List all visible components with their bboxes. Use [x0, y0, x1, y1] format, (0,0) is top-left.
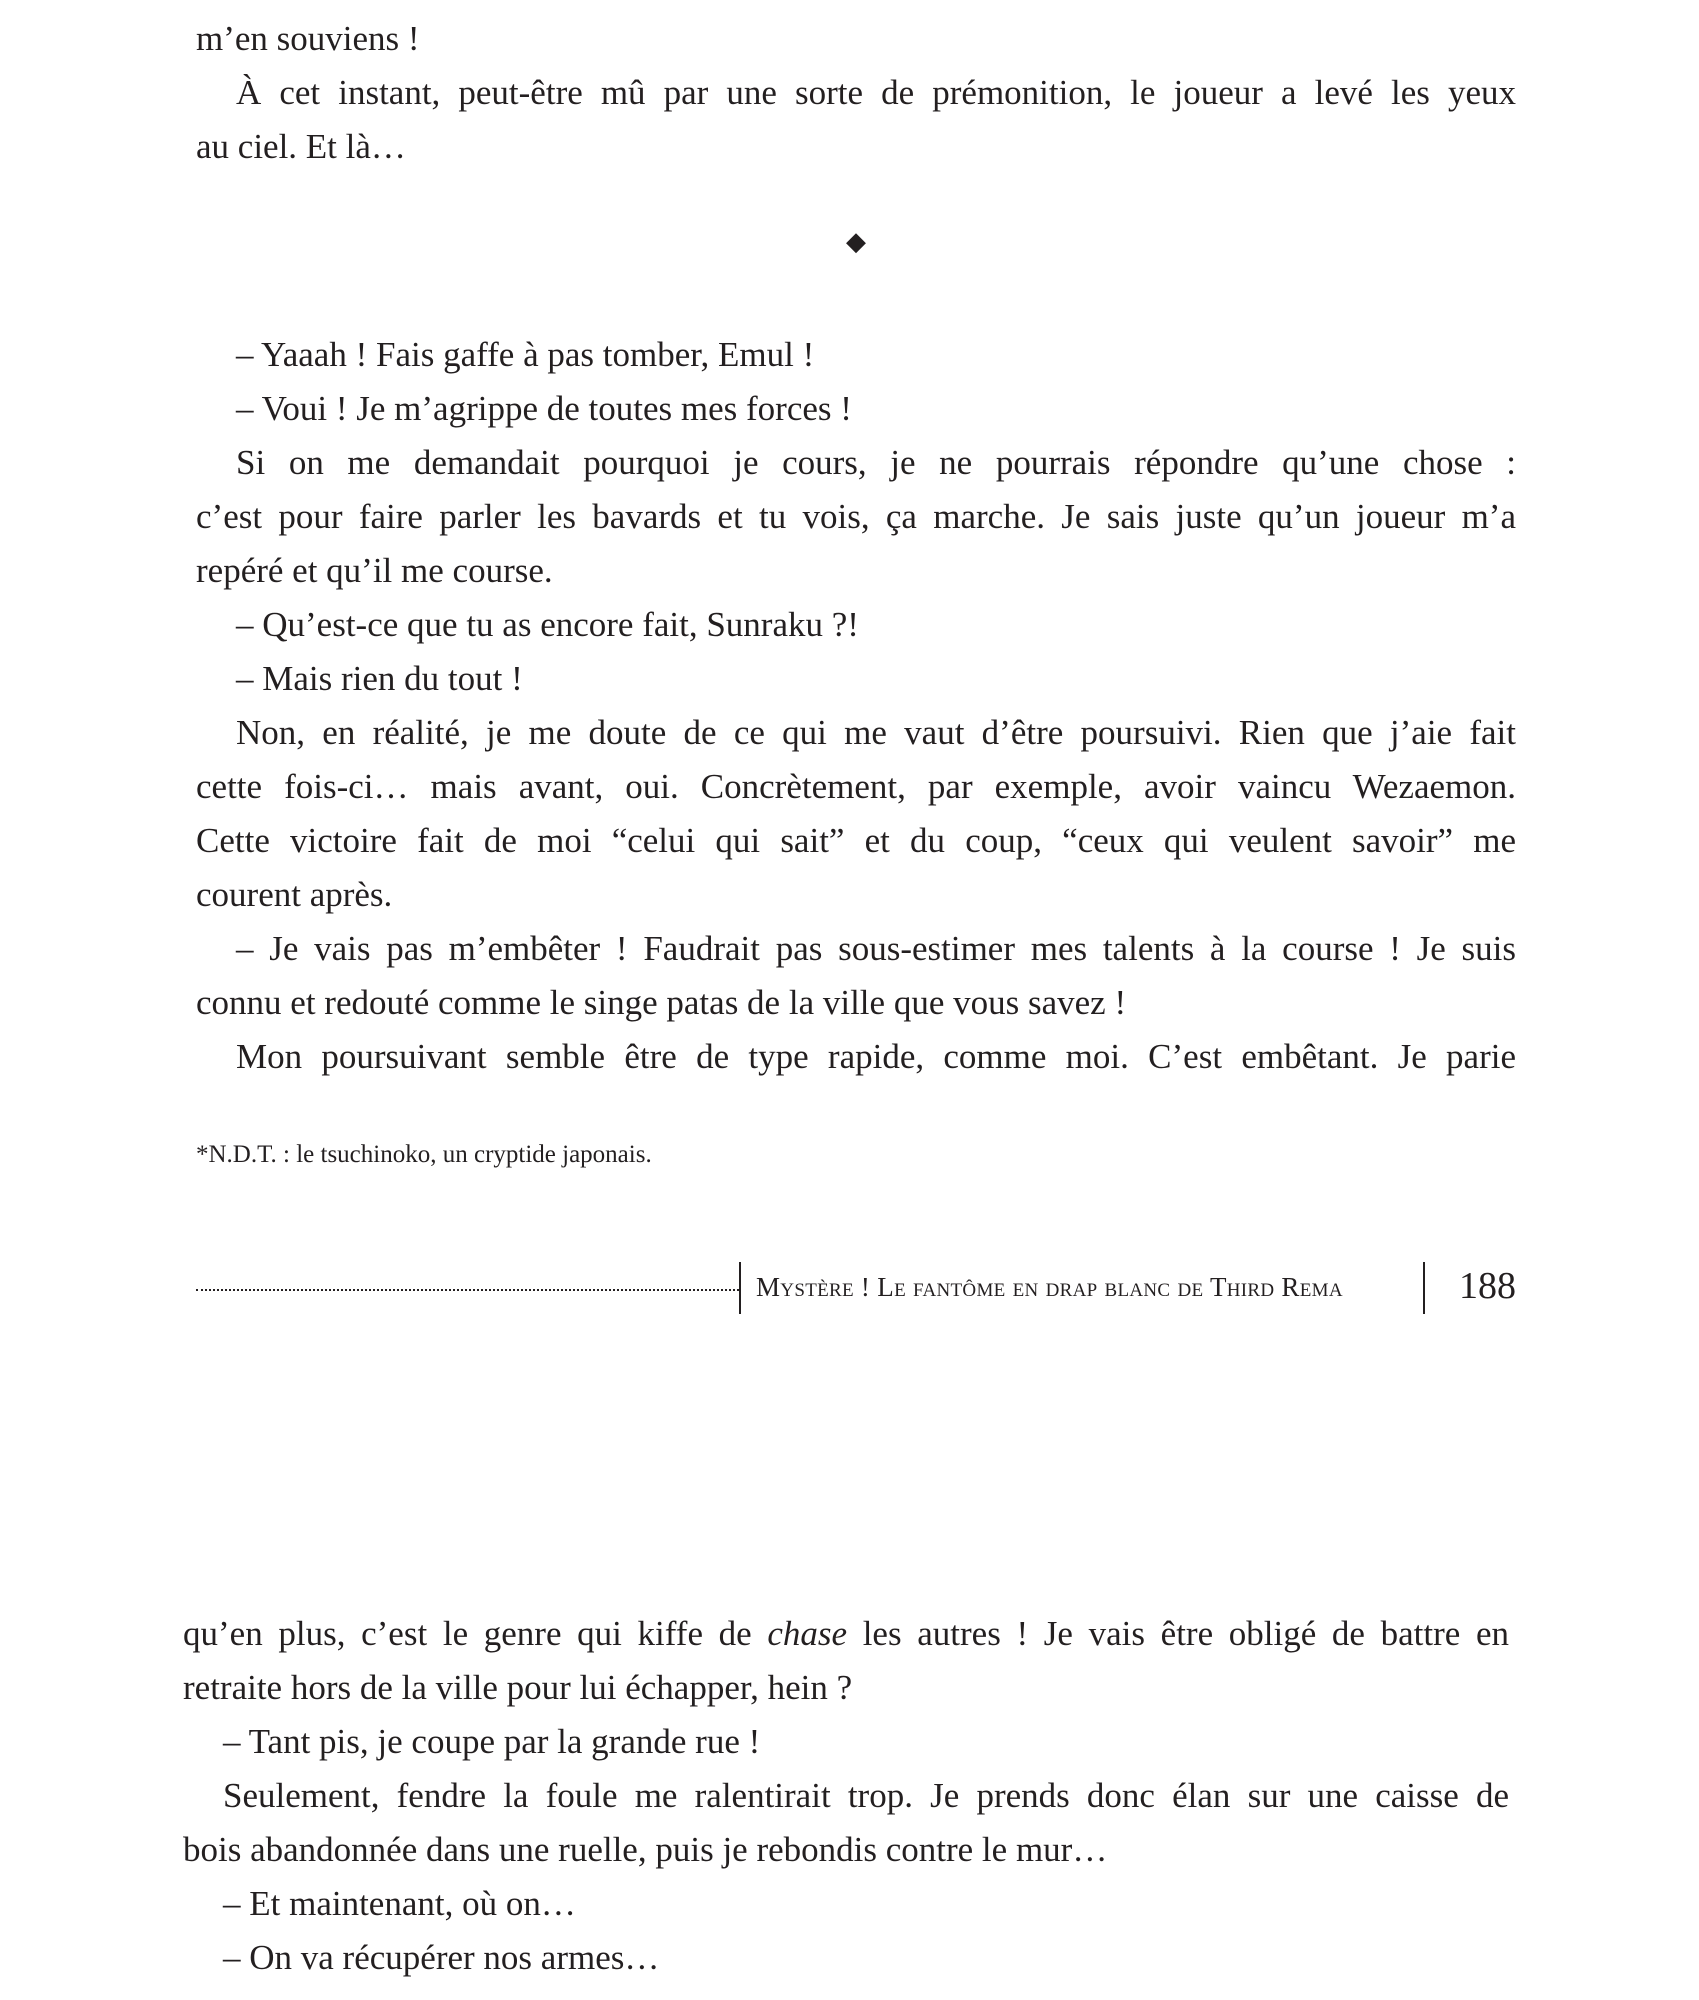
- text-line: [183, 1607, 1509, 1661]
- text-line: courent après.: [196, 875, 393, 914]
- footnote: *N.D.T. : le tsuchinoko, un cryptide japonais.: [196, 1141, 652, 1168]
- text-line: À cet instant, peut-être mû par une sorte de prémonition, le joueur a levé les yeux: [236, 73, 1516, 112]
- text-line: connu et redouté comme le singe patas de la ville que vous savez !: [196, 983, 1127, 1022]
- dialog-line: – Et maintenant, où on…: [223, 1884, 576, 1923]
- text-line: bois abandonnée dans une ruelle, puis je rebondis contre le mur…: [183, 1830, 1108, 1869]
- dialog-line: – Tant pis, je coupe par la grande rue !: [223, 1722, 761, 1761]
- dialog-line: – Mais rien du tout !: [236, 659, 523, 698]
- page-number: 188: [1459, 1265, 1516, 1307]
- dialog-line: – Voui ! Je m’agrippe de toutes mes forces !: [236, 389, 852, 428]
- text-line: c’est pour faire parler les bavards et tu vois, ça marche. Je sais juste qu’un joueur m’a: [196, 497, 1516, 536]
- dialog-line: – On va récupérer nos armes…: [223, 1938, 660, 1977]
- dialog-line: – Yaaah ! Fais gaffe à pas tomber, Emul !: [236, 335, 815, 374]
- text-span: qu’en plus, c’est le genre qui kiffe de: [183, 1614, 768, 1653]
- text-line: Si on me demandait pourquoi je cours, je ne pourrais répondre qu’une chose :: [236, 443, 1516, 482]
- text-line: au ciel. Et là…: [196, 127, 406, 166]
- text-line: repéré et qu’il me course.: [196, 551, 553, 590]
- text-line: Non, en réalité, je me doute de ce qui me vaut d’être poursuivi. Rien que j’aie fait: [236, 713, 1516, 752]
- text-line: m’en souviens !: [196, 19, 420, 58]
- dialog-line: – Je vais pas m’embêter ! Faudrait pas sous-estimer mes talents à la course ! Je suis: [236, 929, 1516, 968]
- running-footer: [196, 1260, 1516, 1314]
- dialog-line: – Qu’est-ce que tu as encore fait, Sunraku ?!: [236, 605, 859, 644]
- divider: [1423, 1262, 1425, 1314]
- italic-word: chase: [767, 1614, 848, 1653]
- text-line: Mon poursuivant semble être de type rapide, comme moi. C’est embêtant. Je parie: [236, 1037, 1516, 1076]
- text-span: les autres ! Je vais être obligé de battre en: [847, 1614, 1509, 1653]
- dotted-leader: [196, 1289, 739, 1291]
- text-line: Seulement, fendre la foule me ralentirait trop. Je prends donc élan sur une caisse de: [223, 1776, 1509, 1815]
- text-line: cette fois-ci… mais avant, oui. Concrètement, par exemple, avoir vaincu Wezaemon.: [196, 767, 1516, 806]
- divider: [739, 1262, 741, 1314]
- text-line: retraite hors de la ville pour lui échapper, hein ?: [183, 1668, 853, 1707]
- text-line: Cette victoire fait de moi “celui qui sait” et du coup, “ceux qui veulent savoir” me: [196, 821, 1516, 860]
- scene-break-diamond: ◆: [846, 227, 866, 256]
- chapter-title: Mystère ! Le fantôme en drap blanc de Third Rema: [756, 1272, 1343, 1302]
